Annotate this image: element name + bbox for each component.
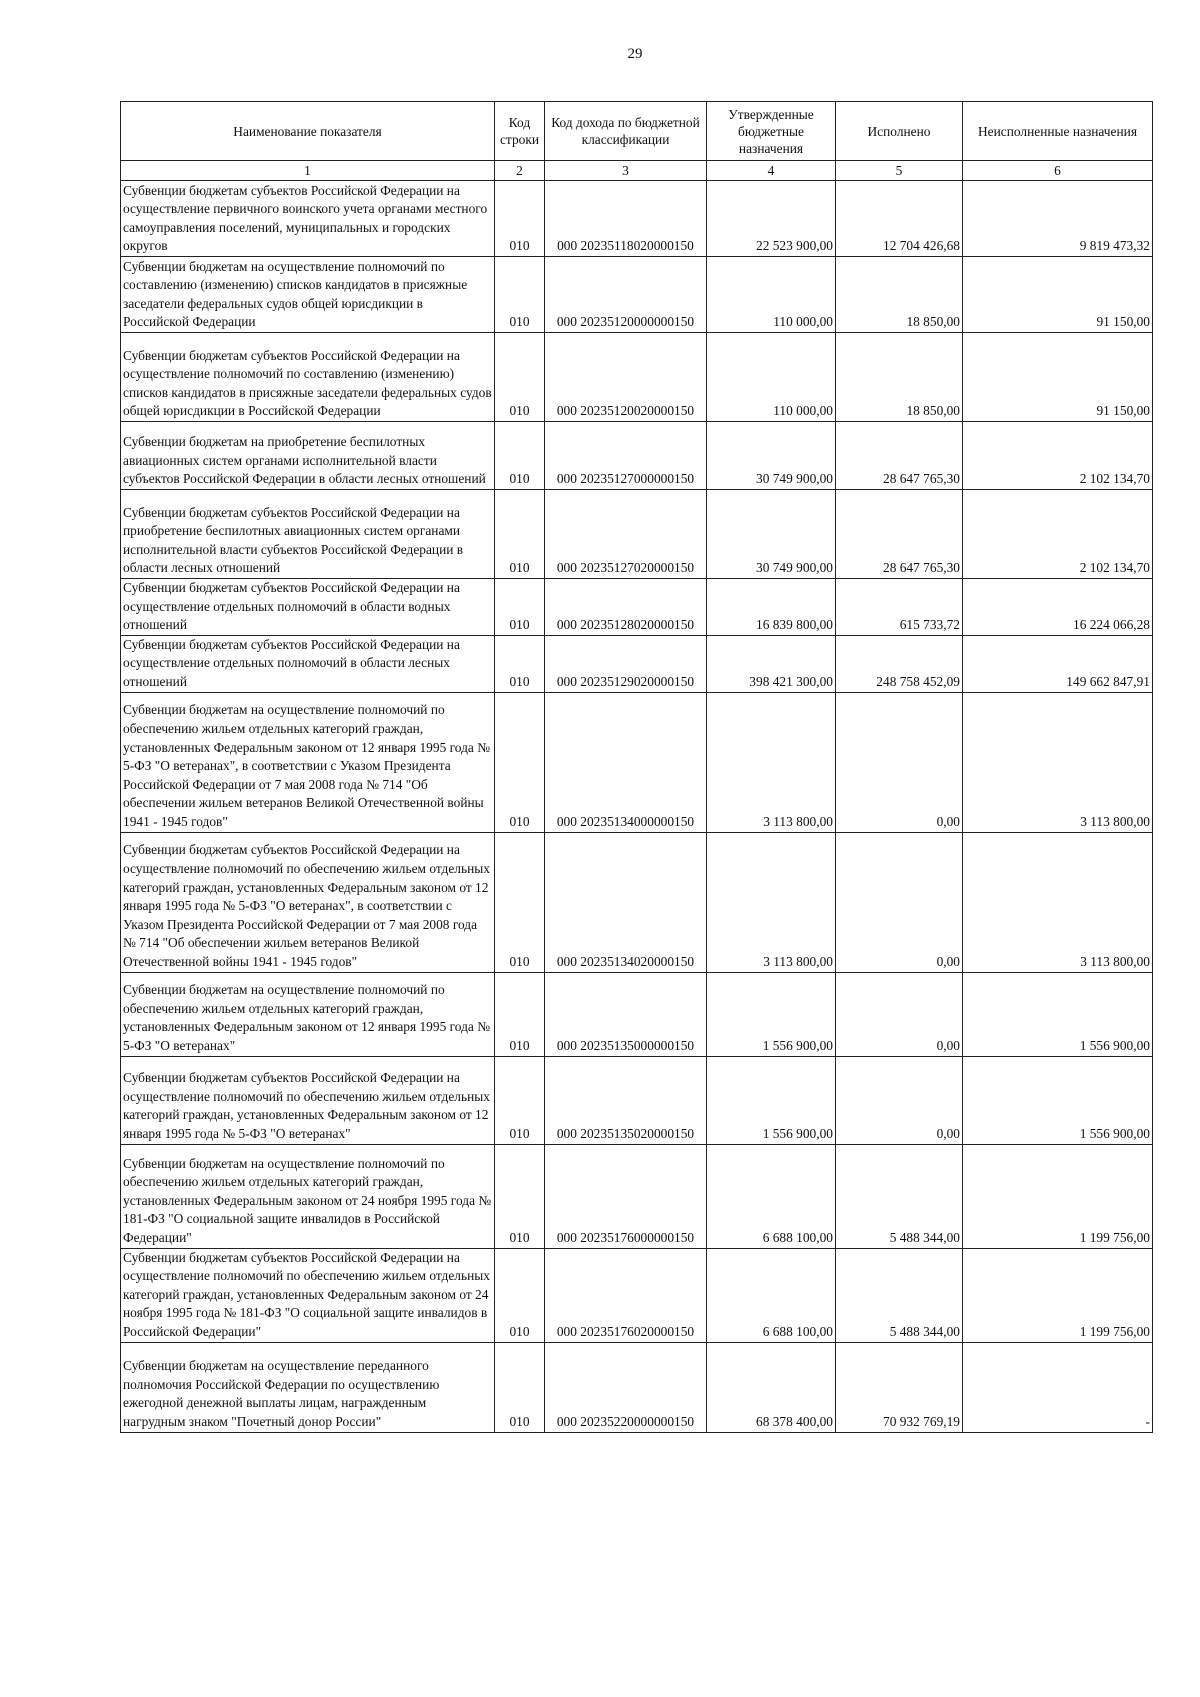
header-indicator-name: Наименование показателя bbox=[121, 102, 495, 161]
row-unexecuted-amount: 2 102 134,70 bbox=[963, 422, 1153, 490]
row-indicator-name: Субвенции бюджетам на приобретение беспилотных авиационных систем органами исполнительной власти субъектов Российской Федерации в области лесных отношений bbox=[121, 422, 495, 490]
column-number: 2 bbox=[495, 161, 545, 181]
row-unexecuted-amount: 91 150,00 bbox=[963, 333, 1153, 422]
row-executed-amount: 248 758 452,09 bbox=[836, 635, 963, 692]
row-unexecuted-amount: 149 662 847,91 bbox=[963, 635, 1153, 692]
row-unexecuted-amount: 91 150,00 bbox=[963, 257, 1153, 333]
table-row bbox=[121, 333, 1153, 422]
row-line-code: 010 bbox=[495, 257, 545, 333]
header-executed: Исполнено bbox=[836, 102, 963, 161]
column-number: 4 bbox=[707, 161, 836, 181]
row-unexecuted-amount: 1 556 900,00 bbox=[963, 1056, 1153, 1144]
row-line-code: 010 bbox=[495, 832, 545, 972]
row-indicator-name: Субвенции бюджетам на осуществление полномочий по обеспечению жильем отдельных категорий граждан, установленных Федеральным законом от 24 ноября 1995 года № 181-ФЗ "О социальной защите инвалидов в Российской Федерации" bbox=[121, 1144, 495, 1248]
column-number: 6 bbox=[963, 161, 1153, 181]
row-approved-amount: 30 749 900,00 bbox=[707, 490, 836, 579]
header-line-code: Код строки bbox=[495, 102, 545, 161]
table-row bbox=[121, 692, 1153, 832]
row-line-code: 010 bbox=[495, 1056, 545, 1144]
header-income-code: Код дохода по бюджетной классификации bbox=[545, 102, 707, 161]
row-income-code: 000 20235220000000150 bbox=[545, 1342, 707, 1432]
table-row bbox=[121, 1342, 1153, 1432]
row-line-code: 010 bbox=[495, 181, 545, 257]
row-approved-amount: 16 839 800,00 bbox=[707, 579, 836, 636]
row-executed-amount: 0,00 bbox=[836, 972, 963, 1056]
row-income-code: 000 20235118020000150 bbox=[545, 181, 707, 257]
row-approved-amount: 6 688 100,00 bbox=[707, 1144, 836, 1248]
row-indicator-name: Субвенции бюджетам субъектов Российской Федерации на осуществление полномочий по обеспечению жильем отдельных категорий граждан, установленных Федеральным законом от 12 января 1995 года № 5-ФЗ "О ветеранах", в соответствии с Указом Президента Российской Федерации от 7 мая 2008 года № 714 "Об обеспечении жильем ветеранов Великой Отечественной войны 1941 - 1945 годов" bbox=[121, 832, 495, 972]
row-unexecuted-amount: 3 113 800,00 bbox=[963, 832, 1153, 972]
row-line-code: 010 bbox=[495, 692, 545, 832]
table-row bbox=[121, 422, 1153, 490]
row-line-code: 010 bbox=[495, 422, 545, 490]
header-approved: Утвержденные бюджетные назначения bbox=[707, 102, 836, 161]
table-row bbox=[121, 579, 1153, 636]
row-executed-amount: 70 932 769,19 bbox=[836, 1342, 963, 1432]
column-number: 1 bbox=[121, 161, 495, 181]
row-line-code: 010 bbox=[495, 333, 545, 422]
row-unexecuted-amount: - bbox=[963, 1342, 1153, 1432]
row-executed-amount: 18 850,00 bbox=[836, 257, 963, 333]
row-income-code: 000 20235120020000150 bbox=[545, 333, 707, 422]
row-unexecuted-amount: 3 113 800,00 bbox=[963, 692, 1153, 832]
row-indicator-name: Субвенции бюджетам на осуществление полномочий по составлению (изменению) списков кандидатов в присяжные заседатели федеральных судов общей юрисдикции в Российской Федерации bbox=[121, 257, 495, 333]
row-income-code: 000 20235134000000150 bbox=[545, 692, 707, 832]
row-unexecuted-amount: 2 102 134,70 bbox=[963, 490, 1153, 579]
row-income-code: 000 20235120000000150 bbox=[545, 257, 707, 333]
row-line-code: 010 bbox=[495, 972, 545, 1056]
row-approved-amount: 1 556 900,00 bbox=[707, 972, 836, 1056]
page-number: 29 bbox=[627, 46, 643, 62]
table-row bbox=[121, 832, 1153, 972]
table-row bbox=[121, 635, 1153, 692]
row-approved-amount: 68 378 400,00 bbox=[707, 1342, 836, 1432]
row-executed-amount: 5 488 344,00 bbox=[836, 1248, 963, 1342]
row-indicator-name: Субвенции бюджетам субъектов Российской Федерации на осуществление отдельных полномочий в области лесных отношений bbox=[121, 635, 495, 692]
row-line-code: 010 bbox=[495, 635, 545, 692]
row-executed-amount: 0,00 bbox=[836, 832, 963, 972]
table-row bbox=[121, 490, 1153, 579]
row-unexecuted-amount: 1 199 756,00 bbox=[963, 1144, 1153, 1248]
row-income-code: 000 20235134020000150 bbox=[545, 832, 707, 972]
table-row bbox=[121, 181, 1153, 257]
row-executed-amount: 0,00 bbox=[836, 1056, 963, 1144]
row-indicator-name: Субвенции бюджетам на осуществление полномочий по обеспечению жильем отдельных категорий граждан, установленных Федеральным законом от 12 января 1995 года № 5-ФЗ "О ветеранах", в соответствии с Указом Президента Российской Федерации от 7 мая 2008 года № 714 "Об обеспечении жильем ветеранов Великой Отечественной войны 1941 - 1945 годов" bbox=[121, 692, 495, 832]
row-income-code: 000 20235127020000150 bbox=[545, 490, 707, 579]
row-executed-amount: 28 647 765,30 bbox=[836, 490, 963, 579]
row-line-code: 010 bbox=[495, 1342, 545, 1432]
row-executed-amount: 12 704 426,68 bbox=[836, 181, 963, 257]
row-approved-amount: 22 523 900,00 bbox=[707, 181, 836, 257]
row-unexecuted-amount: 9 819 473,32 bbox=[963, 181, 1153, 257]
row-income-code: 000 20235176020000150 bbox=[545, 1248, 707, 1342]
row-income-code: 000 20235128020000150 bbox=[545, 579, 707, 636]
column-number-row bbox=[121, 161, 1153, 181]
row-indicator-name: Субвенции бюджетам субъектов Российской Федерации на осуществление первичного воинского учета органами местного самоуправления поселений, муниципальных и городских округов bbox=[121, 181, 495, 257]
row-line-code: 010 bbox=[495, 579, 545, 636]
row-executed-amount: 615 733,72 bbox=[836, 579, 963, 636]
row-indicator-name: Субвенции бюджетам на осуществление полномочий по обеспечению жильем отдельных категорий граждан, установленных Федеральным законом от 12 января 1995 года № 5-ФЗ "О ветеранах" bbox=[121, 972, 495, 1056]
row-executed-amount: 5 488 344,00 bbox=[836, 1144, 963, 1248]
row-approved-amount: 6 688 100,00 bbox=[707, 1248, 836, 1342]
row-executed-amount: 18 850,00 bbox=[836, 333, 963, 422]
header-unexecuted: Неисполненные назначения bbox=[963, 102, 1153, 161]
column-number: 5 bbox=[836, 161, 963, 181]
row-indicator-name: Субвенции бюджетам субъектов Российской Федерации на осуществление полномочий по обеспечению жильем отдельных категорий граждан, установленных Федеральным законом от 24 ноября 1995 года № 181-ФЗ "О социальной защите инвалидов в Российской Федерации" bbox=[121, 1248, 495, 1342]
row-indicator-name: Субвенции бюджетам субъектов Российской Федерации на осуществление отдельных полномочий в области водных отношений bbox=[121, 579, 495, 636]
row-approved-amount: 110 000,00 bbox=[707, 333, 836, 422]
row-income-code: 000 20235127000000150 bbox=[545, 422, 707, 490]
row-indicator-name: Субвенции бюджетам субъектов Российской Федерации на осуществление полномочий по составлению (изменению) списков кандидатов в присяжные заседатели федеральных судов общей юрисдикции в Российской Федерации bbox=[121, 333, 495, 422]
row-income-code: 000 20235176000000150 bbox=[545, 1144, 707, 1248]
row-line-code: 010 bbox=[495, 1248, 545, 1342]
row-approved-amount: 3 113 800,00 bbox=[707, 692, 836, 832]
row-income-code: 000 20235129020000150 bbox=[545, 635, 707, 692]
table-header-row bbox=[121, 102, 1153, 161]
row-approved-amount: 3 113 800,00 bbox=[707, 832, 836, 972]
row-indicator-name: Субвенции бюджетам на осуществление переданного полномочия Российской Федерации по осуществлению ежегодной денежной выплаты лицам, награжденным нагрудным знаком "Почетный донор России" bbox=[121, 1342, 495, 1432]
row-unexecuted-amount: 16 224 066,28 bbox=[963, 579, 1153, 636]
row-line-code: 010 bbox=[495, 490, 545, 579]
row-indicator-name: Субвенции бюджетам субъектов Российской Федерации на приобретение беспилотных авиационных систем органами исполнительной власти субъектов Российской Федерации в области лесных отношений bbox=[121, 490, 495, 579]
row-approved-amount: 1 556 900,00 bbox=[707, 1056, 836, 1144]
row-executed-amount: 0,00 bbox=[836, 692, 963, 832]
row-line-code: 010 bbox=[495, 1144, 545, 1248]
row-approved-amount: 110 000,00 bbox=[707, 257, 836, 333]
row-unexecuted-amount: 1 556 900,00 bbox=[963, 972, 1153, 1056]
table-row bbox=[121, 1056, 1153, 1144]
budget-table bbox=[120, 101, 1153, 1433]
row-unexecuted-amount: 1 199 756,00 bbox=[963, 1248, 1153, 1342]
row-executed-amount: 28 647 765,30 bbox=[836, 422, 963, 490]
table-row bbox=[121, 1248, 1153, 1342]
row-income-code: 000 20235135020000150 bbox=[545, 1056, 707, 1144]
row-indicator-name: Субвенции бюджетам субъектов Российской Федерации на осуществление полномочий по обеспечению жильем отдельных категорий граждан, установленных Федеральным законом от 12 января 1995 года № 5-ФЗ "О ветеранах" bbox=[121, 1056, 495, 1144]
column-number: 3 bbox=[545, 161, 707, 181]
table-row bbox=[121, 972, 1153, 1056]
row-approved-amount: 398 421 300,00 bbox=[707, 635, 836, 692]
table-row bbox=[121, 1144, 1153, 1248]
row-income-code: 000 20235135000000150 bbox=[545, 972, 707, 1056]
row-approved-amount: 30 749 900,00 bbox=[707, 422, 836, 490]
table-row bbox=[121, 257, 1153, 333]
